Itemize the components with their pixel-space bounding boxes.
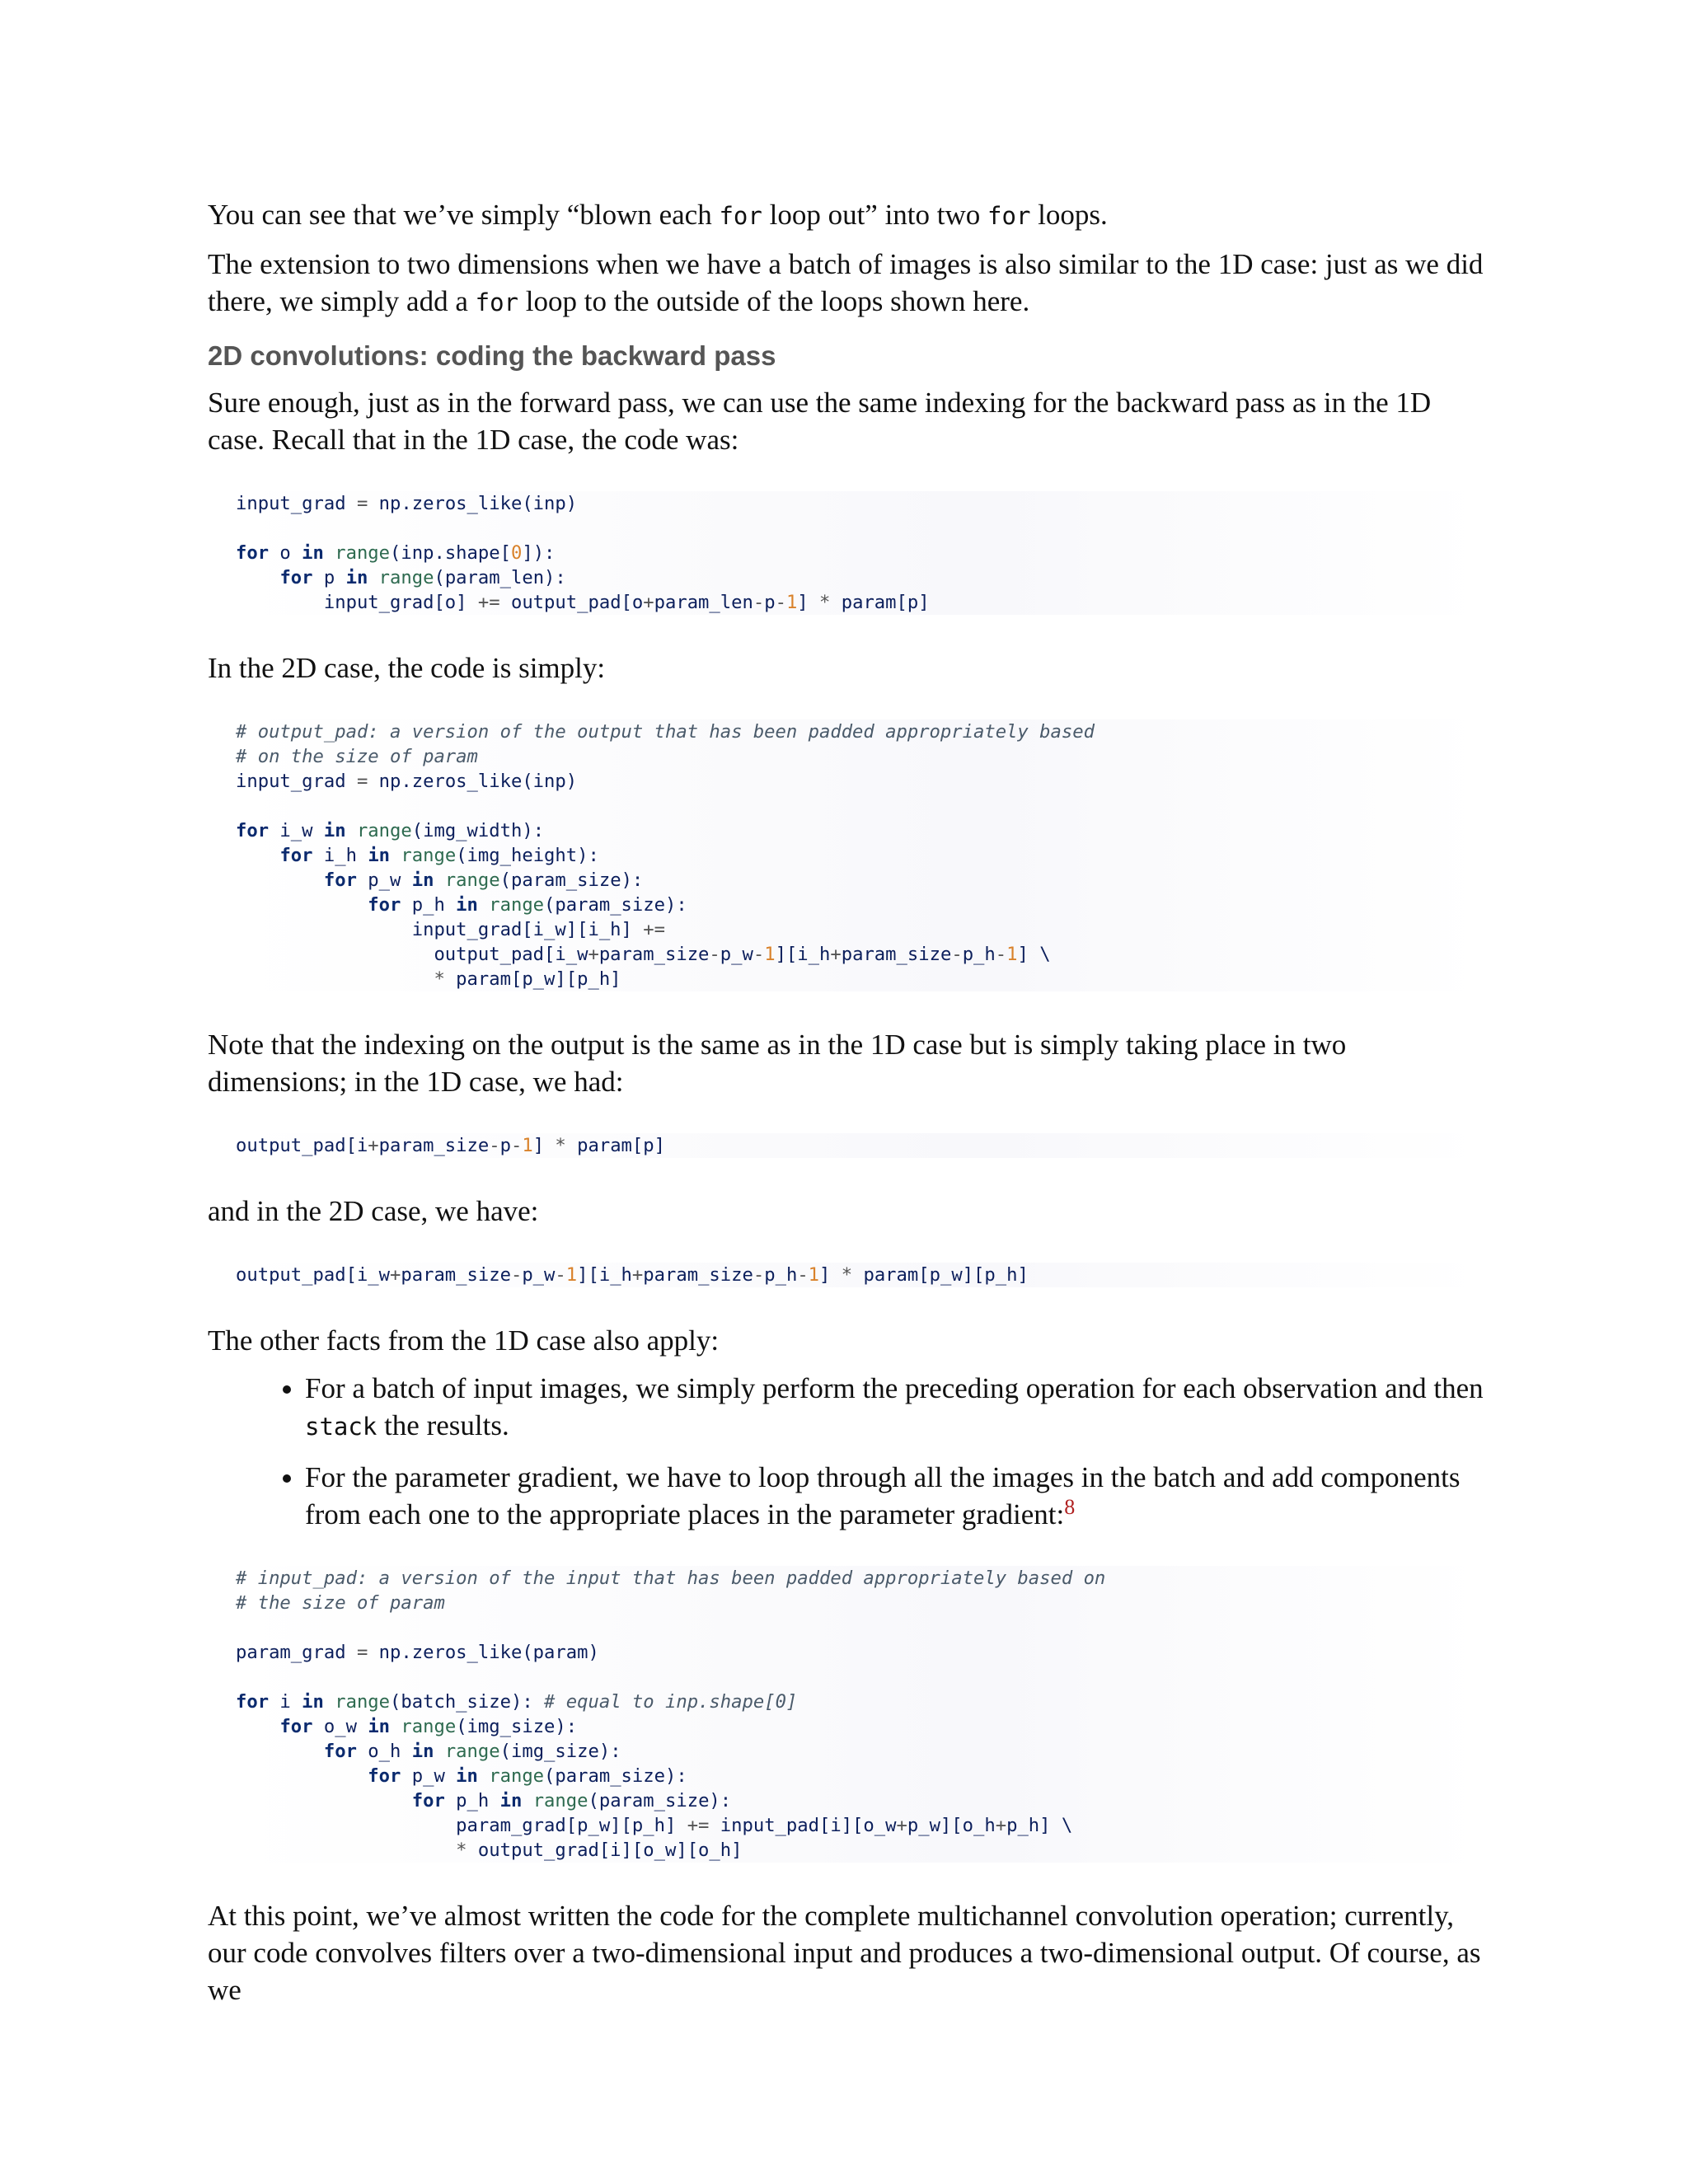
text-run: The extension to two dimensions when we have a batch of images is also similar to the 1D case: just as we did there, we simply add a [208,248,1484,317]
code-line: for i_h in range(img_height): [279,845,599,866]
code-line: for p in range(param_len): [279,567,566,588]
code-line: for i_w in range(img_width): [236,820,545,841]
code-line: input_grad[o] += output_pad[o+param_len-p-1] * param[p] [236,592,930,613]
bullet-list [208,1370,1484,1533]
paragraph: and in the 2D case, we have: [208,1195,539,1227]
footnote-link[interactable]: 8 [1064,1495,1076,1519]
list-item [305,1459,1484,1533]
paragraph: Note that the indexing on the output is the same as in the 1D case but is simply taking place in two dimensions; in the 1D case, we had: [208,1029,1347,1098]
text-run: For the parameter gradient, we have to loop through all the images in the batch and add components from each one to the appropriate places in the parameter gradient: [305,1461,1461,1530]
document-page [208,196,1484,2019]
text-run: loop out” into two [762,199,988,231]
inline-code: for [719,202,762,230]
code-line: # input_pad: a version of the input that has been padded appropriately based on [236,1568,1106,1589]
paragraph [208,246,1484,321]
paragraph: The other facts from the 1D case also apply: [208,1324,720,1357]
code-line: for p_h in range(param_size): [411,1790,732,1811]
text-run: loops. [1030,199,1108,231]
code-line: param_grad[p_w][p_h] += input_pad[i][o_w+p_w][o_h+p_h] \ [236,1815,1073,1836]
code-line: for i in range(batch_size): # equal to inp.shape[0] [236,1691,798,1713]
code-line: output_pad[i_w+param_size-p_w-1][i_h+param_size-p_h-1] * param[p_w][p_h] [236,1264,1029,1286]
code-line: output_pad[i_w+param_size-p_w-1][i_h+param_size-p_h-1] \ [236,944,1051,965]
inline-code: for [987,202,1031,230]
code-block [236,1566,1484,1863]
list-item [305,1370,1484,1446]
paragraph [208,196,1484,235]
code-block [236,1133,1484,1158]
code-line: for p_h in range(param_size): [368,894,687,916]
inline-code: stack [305,1413,377,1441]
paragraph: Sure enough, just as in the forward pass, we can use the same indexing for the backward pass as in the 1D case. Recall that in the 1D case, the code was: [208,387,1432,456]
code-line: * param[p_w][p_h] [434,968,621,990]
code-block [236,1263,1484,1287]
code-line: input_grad = np.zeros_like(inp) [236,493,578,514]
code-line: # output_pad: a version of the output that has been padded appropriately based [236,721,1095,743]
code-line: * output_grad[i][o_w][o_h] [456,1840,743,1861]
code-line: param_grad = np.zeros_like(param) [236,1642,599,1663]
section-heading: 2D convolutions: coding the backward pass [208,340,776,371]
code-line: for o_w in range(img_size): [279,1716,578,1737]
code-line: for p_w in range(param_size): [368,1765,687,1787]
paragraph: In the 2D case, the code is simply: [208,652,606,684]
code-block [236,491,1484,615]
paragraph: At this point, we’ve almost written the code for the complete multichannel convolution operation; currently, our code convolves filters over a two-dimensional input and produces a two-dimensional output. Of course, as we [208,1900,1481,2006]
text-run: loop to the outside of the loops shown here. [518,285,1030,317]
code-line: for p_w in range(param_size): [323,869,644,891]
inline-code: for [475,288,519,316]
code-line: # the size of param [236,1592,445,1614]
code-line: # on the size of param [236,746,478,767]
code-line: for o_h in range(img_size): [323,1741,621,1762]
text-run: You can see that we’ve simply “blown each [208,199,720,231]
code-line: input_grad[i_w][i_h] += [236,919,665,940]
code-line: output_pad[i+param_size-p-1] * param[p] [236,1135,665,1156]
code-block [236,719,1484,991]
text-run: For a batch of input images, we simply perform the preceding operation for each observation and then [305,1372,1484,1404]
code-line: for o in range(inp.shape[0]): [236,542,556,564]
text-run: the results. [377,1409,509,1441]
code-line: input_grad = np.zeros_like(inp) [236,771,578,792]
